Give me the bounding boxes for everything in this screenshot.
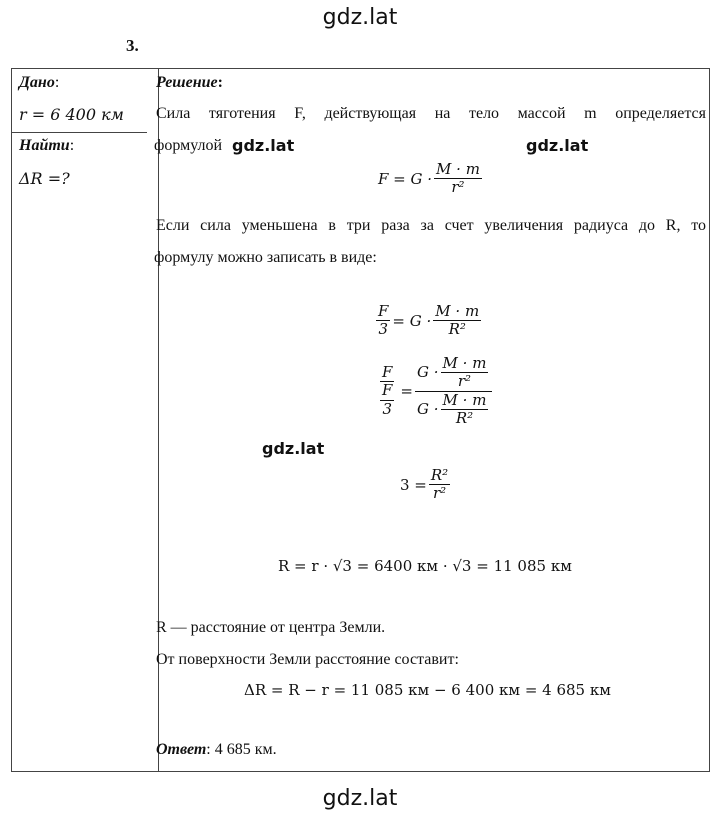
watermark-inline-right: gdz.lat (526, 136, 589, 155)
solution-paragraph-2: Если сила уменьшена в три раза за счет увеличения радиуса до R, то (156, 217, 706, 234)
answer-value: : 4 685 км. (206, 741, 277, 758)
given-label: Дано (19, 74, 55, 91)
formula-gravity: F = G · $\frac{M \cdot m}{\text{r²}}$ (378, 160, 480, 197)
find-heading: Найти: (19, 137, 75, 154)
find-label: Найти (19, 137, 70, 154)
formula-reduced-force: $\frac{F}{3}$ = G · $\frac{M \cdot m}{\text{R²}}$ (378, 302, 480, 339)
solution-note: R — расстояние от центра Земли. (156, 619, 386, 636)
solution-paragraph-3: От поверхности Земли расстояние составит: (156, 651, 459, 668)
solution-table (11, 68, 710, 772)
formula-three: 3 = $\frac{\text{R²}}{\text{r²}}$ (400, 466, 449, 503)
formula-radius: R = r · √3 = 6400 км · √3 = 11 085 км (278, 557, 572, 575)
watermark-top: gdz.lat (322, 5, 398, 30)
solution-label: Решение (156, 74, 218, 91)
row-divider (12, 132, 147, 133)
watermark-center: gdz.lat (262, 439, 325, 458)
watermark-inline-left: gdz.lat (232, 136, 295, 155)
given-heading: Дано: (19, 74, 60, 91)
given-value: r = 6 400 км (19, 105, 124, 124)
formula-ratio: $\frac{F}{\frac{F}{3}}$ = G · $\frac{M \cdot m}{\text{r²}}$ G · $\frac{M \cdot m}{\text{R²}}$ (374, 355, 494, 427)
answer-label: Ответ (156, 741, 207, 758)
solution-paragraph-1: Сила тяготения F, действующая на тело массой m определяется (156, 105, 706, 122)
answer (156, 741, 277, 759)
solution-paragraph-1-tail: формулой (154, 137, 223, 154)
task-number: 3. (126, 36, 139, 55)
solution-paragraph-2-tail: формулу можно записать в виде: (154, 249, 377, 266)
watermark-bottom: gdz.lat (322, 786, 398, 811)
find-value: ΔR =? (19, 169, 70, 188)
solution-heading: Решение: (156, 74, 223, 91)
formula-delta-r: ΔR = R − r = 11 085 км − 6 400 км = 4 685 км (244, 681, 611, 699)
